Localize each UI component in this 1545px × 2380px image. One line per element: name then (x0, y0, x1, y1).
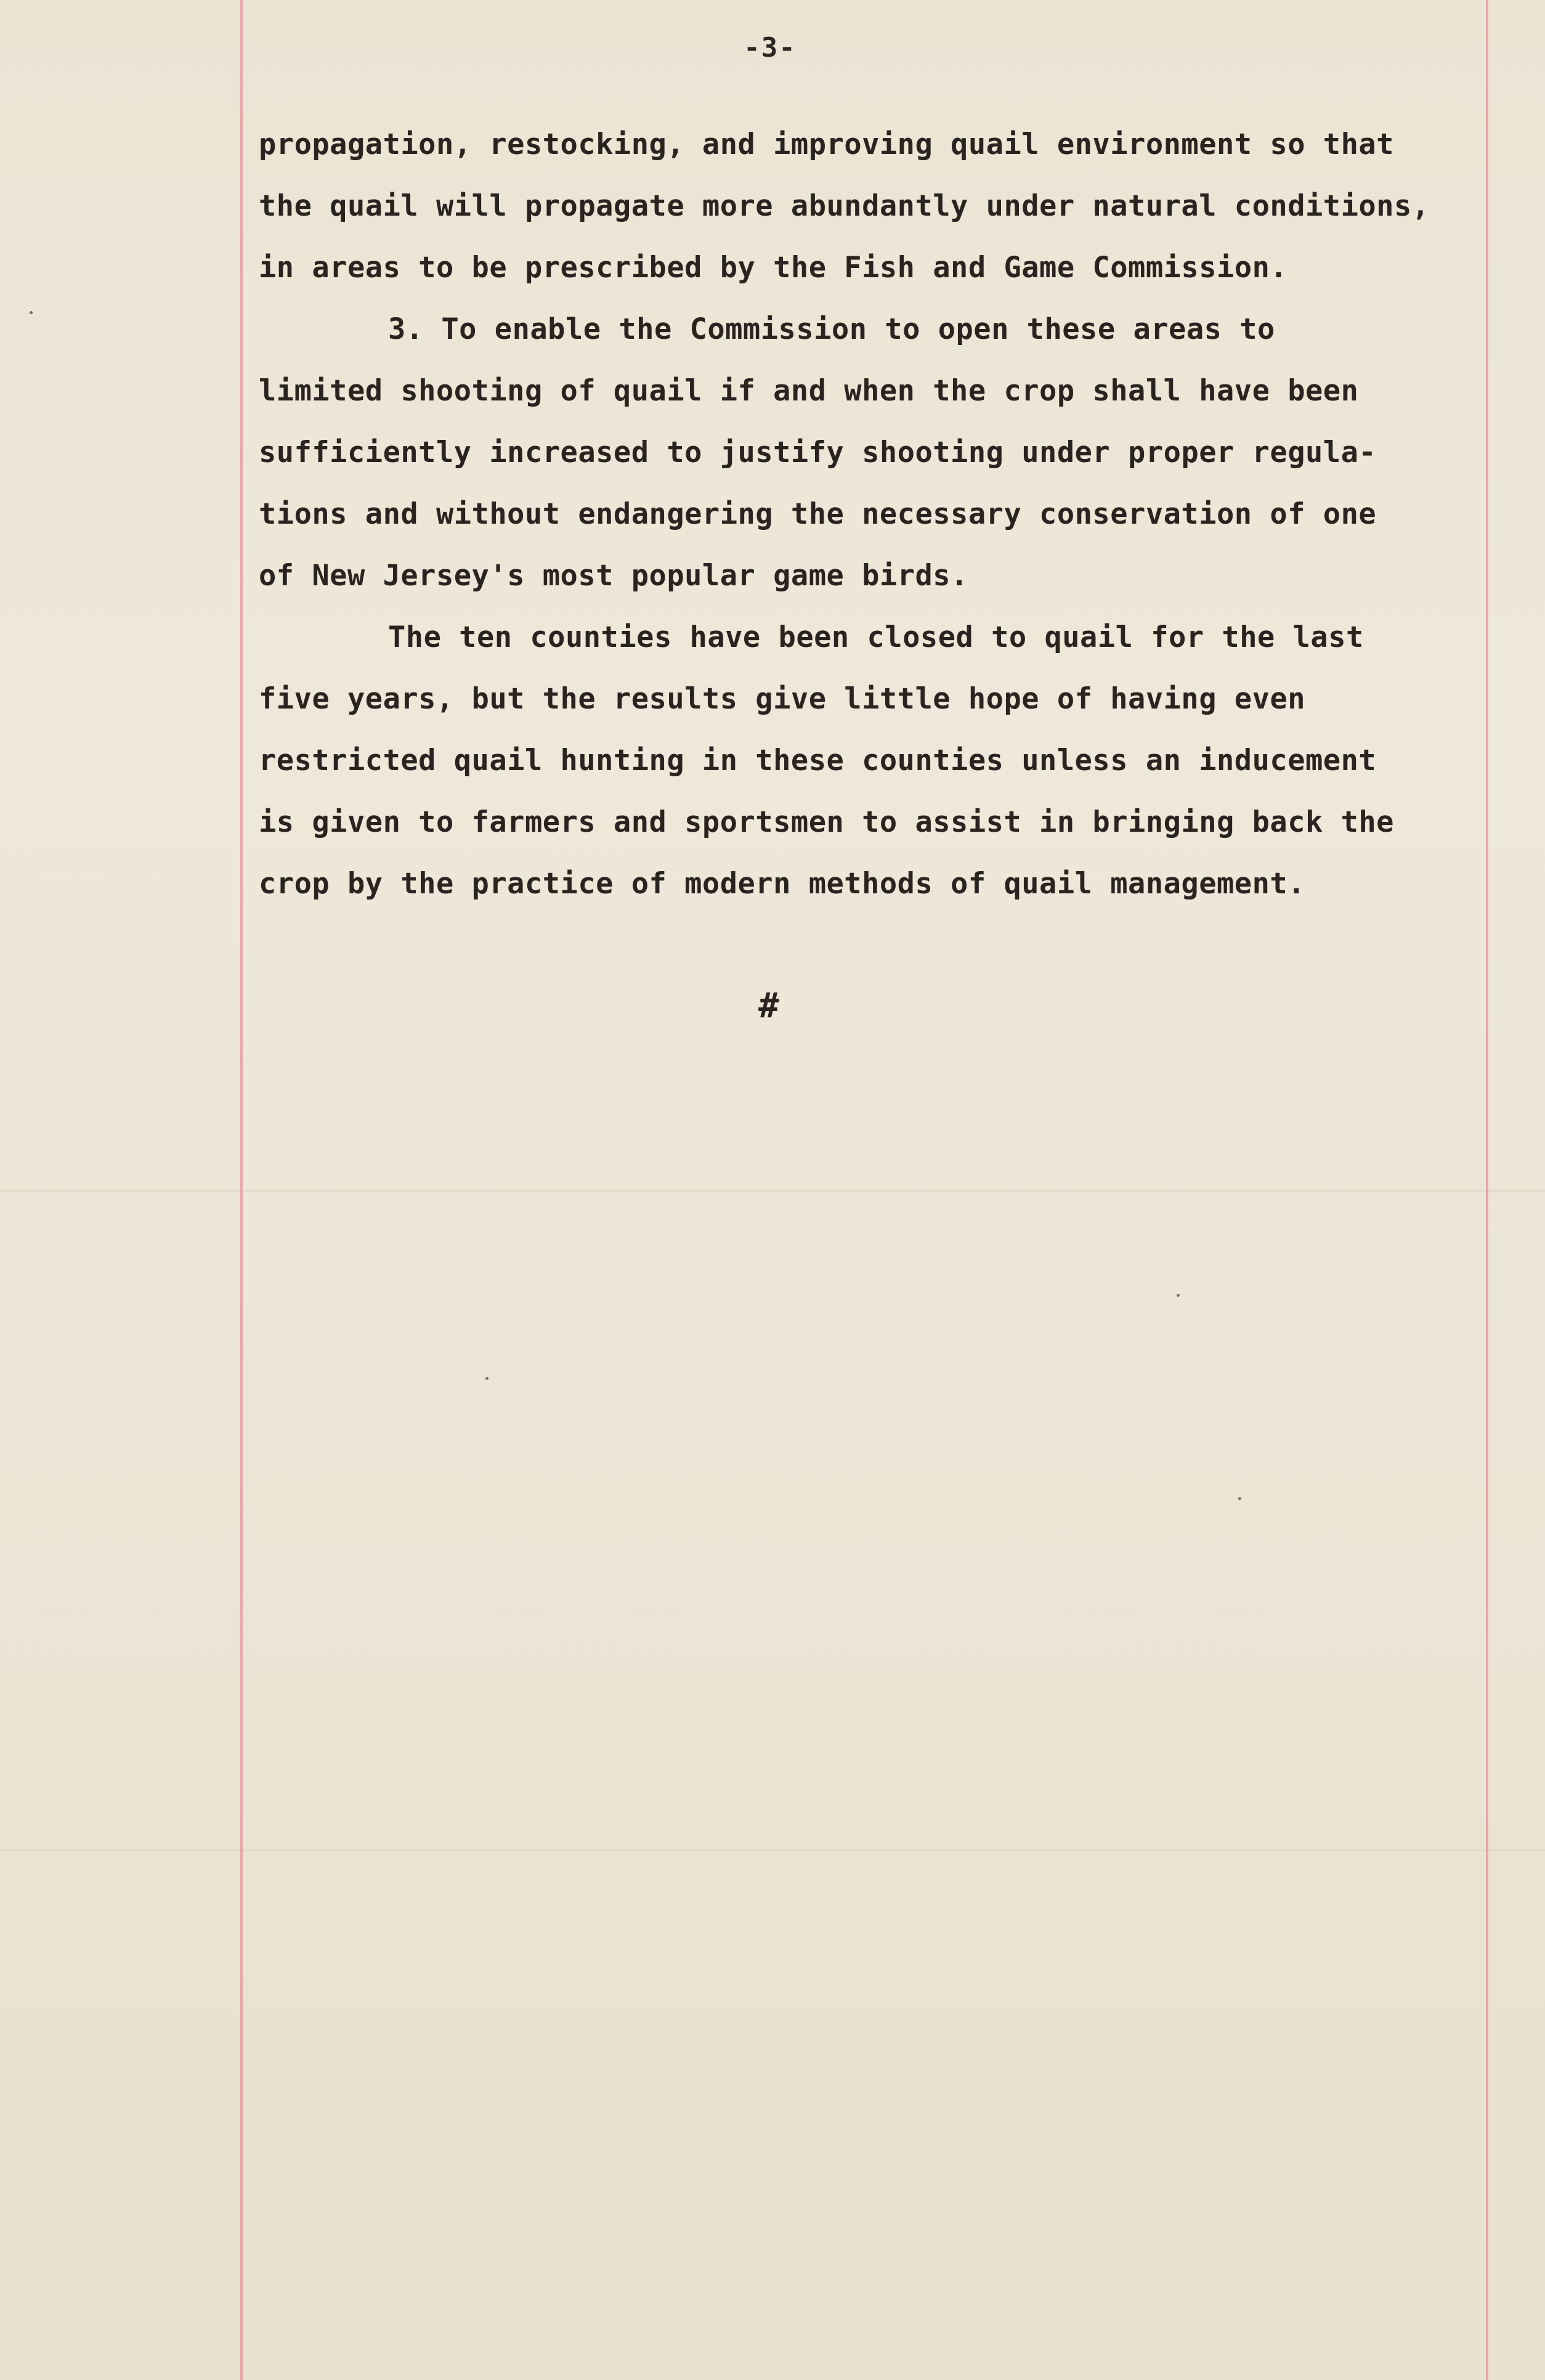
paper-speck (1238, 1497, 1241, 1500)
text-line: of New Jersey's most popular game birds. (259, 559, 968, 593)
paper-fold (0, 1189, 1545, 1193)
text-line: The ten counties have been closed to quail for the last (388, 620, 1364, 654)
text-line: sufficiently increased to justify shooting under proper regula- (259, 436, 1377, 469)
paper-speck (485, 1377, 489, 1380)
text-line: tions and without endangering the necessary conservation of one (259, 497, 1377, 531)
text-line: crop by the practice of modern methods of quail management. (259, 867, 1305, 901)
text-line: propagation, restocking, and improving quail environment so that (259, 128, 1394, 161)
text-line: is given to farmers and sportsmen to assist in bringing back the (259, 805, 1394, 839)
text-line: limited shooting of quail if and when the crop shall have been (259, 374, 1359, 408)
text-line: in areas to be prescribed by the Fish and Game Commission. (259, 251, 1288, 285)
text-line: the quail will propagate more abundantly under natural conditions, (259, 189, 1430, 223)
right-margin-rule (1486, 0, 1488, 2380)
paper-speck (30, 311, 33, 314)
left-margin-rule (240, 0, 243, 2380)
text-line: 3. To enable the Commission to open these areas to (388, 312, 1275, 346)
text-line: restricted quail hunting in these counties unless an inducement (259, 744, 1377, 778)
end-mark: # (758, 986, 779, 1026)
text-line: five years, but the results give little hope of having even (259, 682, 1305, 716)
paper-fold (0, 1848, 1545, 1852)
page-number: -3- (744, 32, 797, 63)
paper-speck (1177, 1294, 1180, 1297)
